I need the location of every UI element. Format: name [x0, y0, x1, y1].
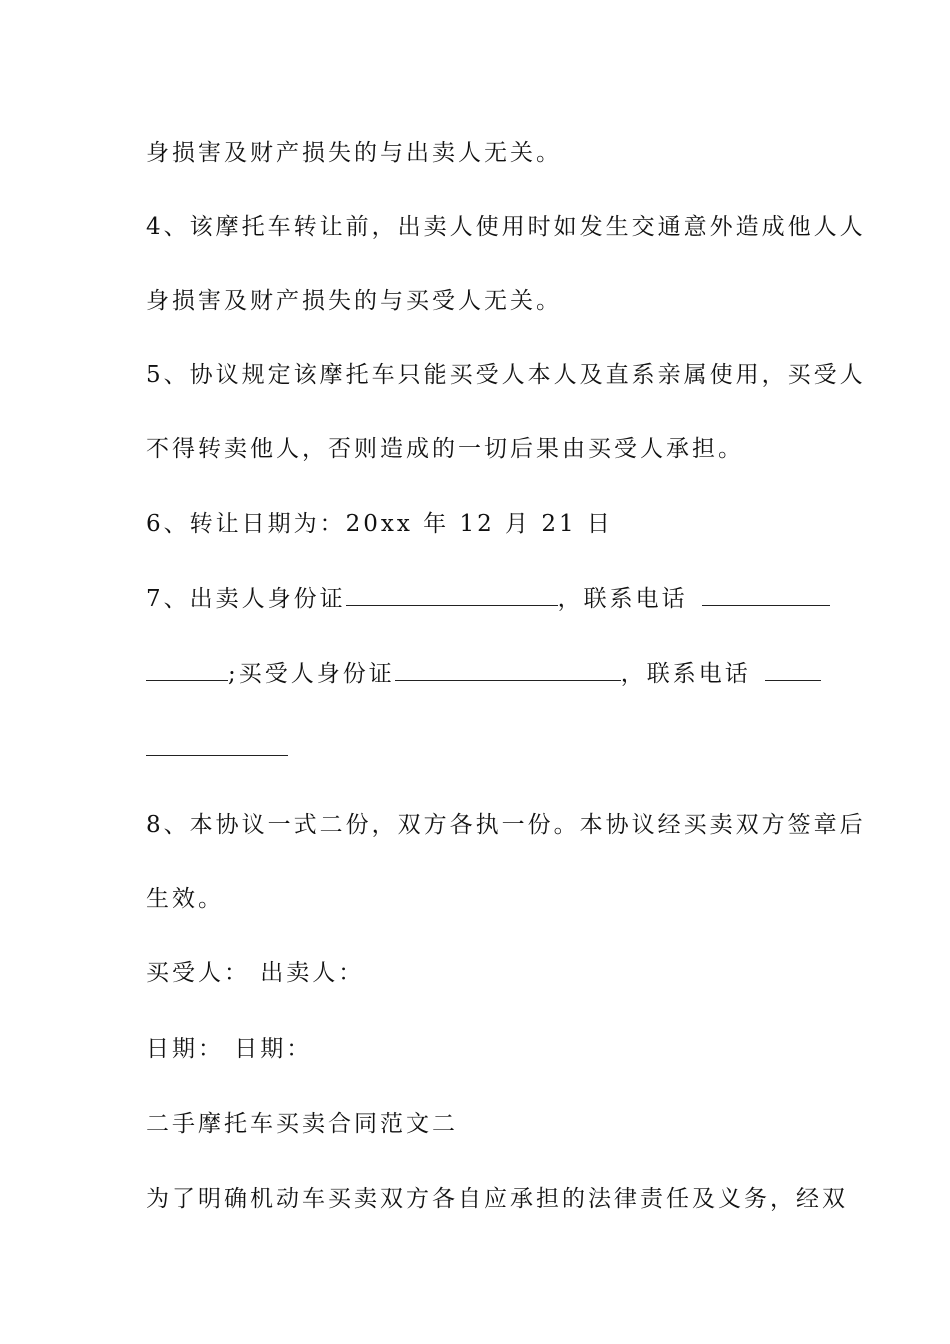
paragraph-line: 为了明确机动车买卖双方各自应承担的法律责任及义务，经双: [146, 1186, 848, 1212]
seller-id-blank: [346, 583, 558, 606]
clause-6-transfer-date: 6、转让日期为：20xx 年 12 月 21 日: [146, 511, 613, 537]
seller-phone-blank: [702, 583, 830, 606]
clause-8-line-2: 生效。: [146, 886, 224, 912]
clause-7-line-1: [146, 583, 826, 615]
clause-5-line-1: 5、协议规定该摩托车只能买受人本人及直系亲属使用，买受人: [146, 362, 866, 388]
clause-4-line-2: 身损害及财产损失的与买受人无关。: [146, 288, 562, 314]
signature-parties: 买受人： 出卖人：: [146, 960, 365, 986]
signature-dates: 日期： 日期：: [146, 1036, 313, 1062]
buyer-phone-blank: [765, 658, 821, 681]
clause-7-line-3: [146, 733, 826, 765]
buyer-phone-blank-continued: [146, 733, 288, 756]
clause-7-line-2: [146, 658, 826, 690]
buyer-contact-label: ，联系电话: [620, 661, 751, 687]
buyer-id-label: ;买受人身份证: [228, 661, 395, 687]
seller-id-label: 7、出卖人身份证: [146, 586, 346, 612]
clause-8-line-1: 8、本协议一式二份，双方各执一份。本协议经买卖双方签章后: [146, 812, 866, 838]
section-title: 二手摩托车买卖合同范文二: [146, 1111, 458, 1137]
clause-5-line-2: 不得转卖他人，否则造成的一切后果由买受人承担。: [146, 436, 744, 462]
seller-contact-label: ，联系电话: [557, 586, 688, 612]
seller-phone-blank-continued: [146, 658, 228, 681]
paragraph-line: 身损害及财产损失的与出卖人无关。: [146, 140, 562, 166]
clause-4-line-1: 4、该摩托车转让前，出卖人使用时如发生交通意外造成他人人: [146, 214, 866, 240]
buyer-id-blank: [395, 658, 621, 681]
